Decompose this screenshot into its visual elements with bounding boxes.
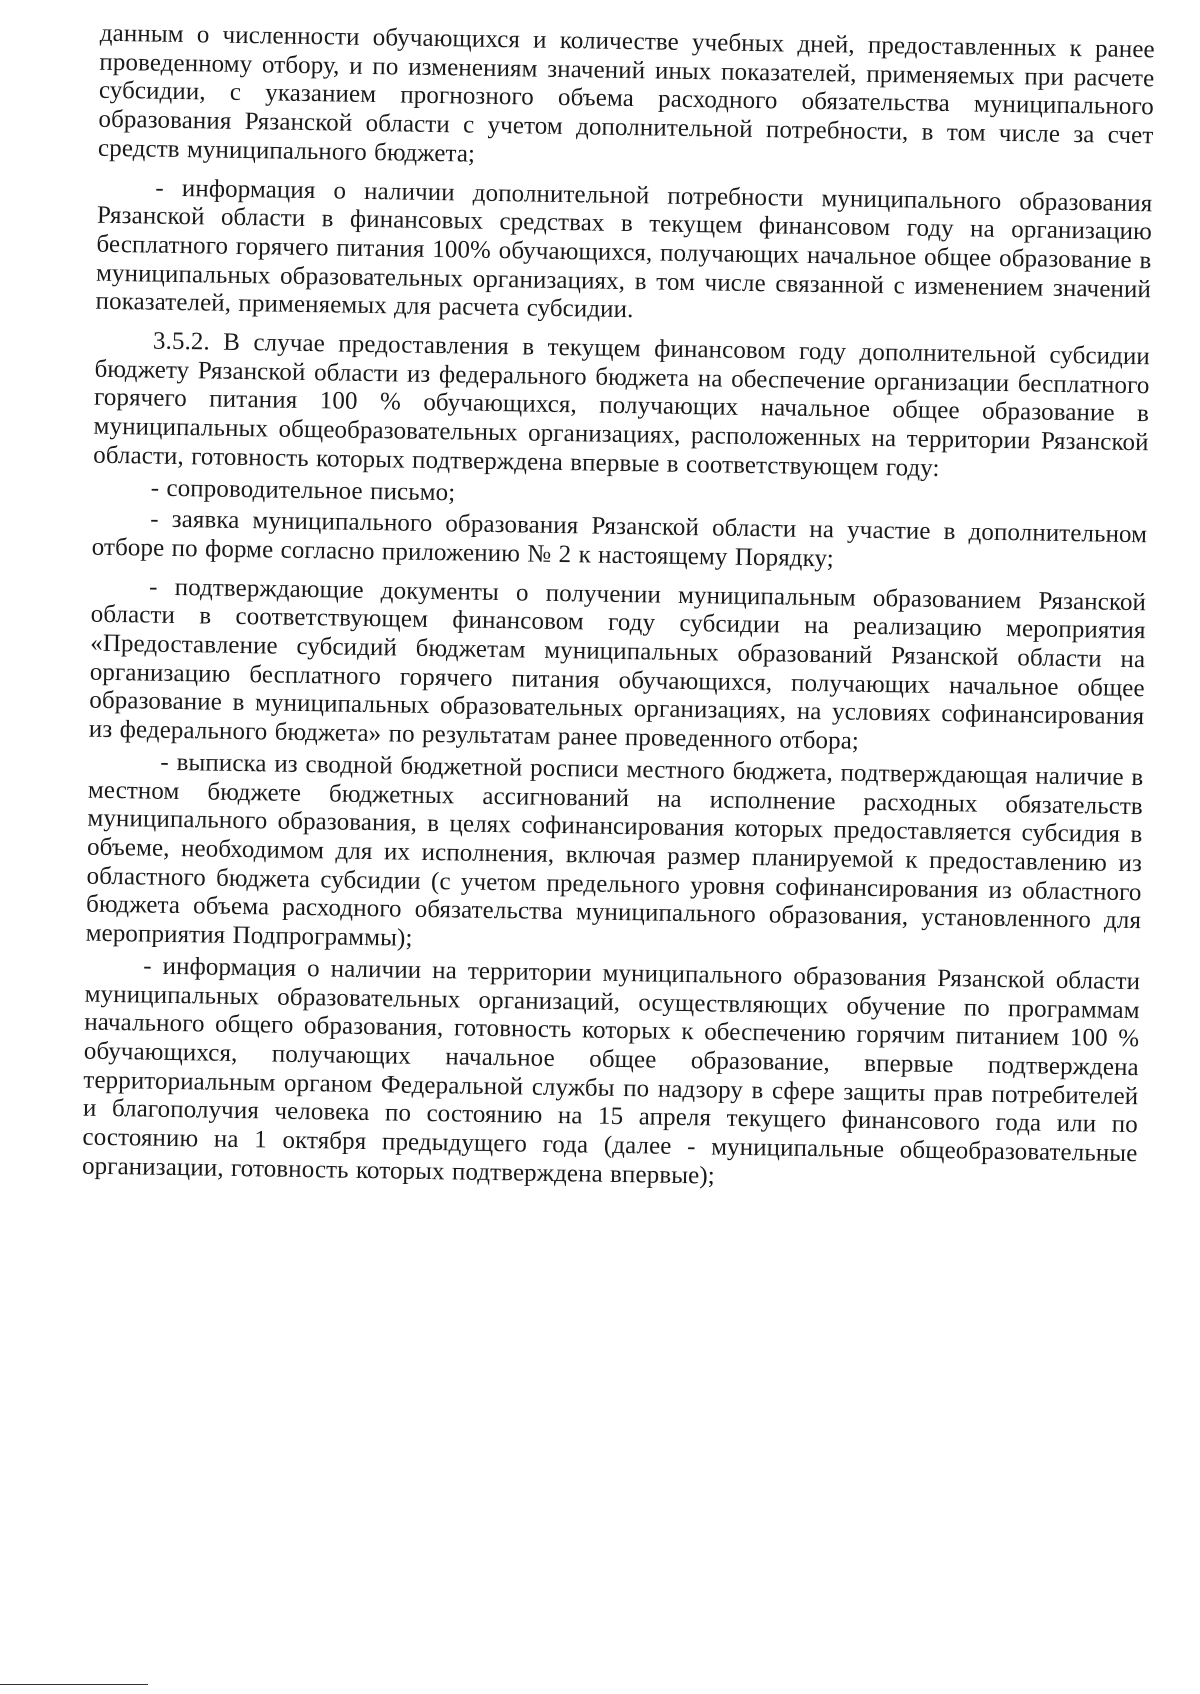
paragraph-section-3-5-2: 3.5.2. В случае предоставления в текущем финансовом году дополнительной субсидии бюджету Рязанской области из федерального бюджета на обеспечение организации бесплатного горячего питания 100 % обучающихся, получающих начальное общее образование в муниципальных общеобразовательных организациях, расположенных на территории Рязанской области, готовность которых подтверждена впервые в соответствующем году:: [93, 327, 1151, 482]
paragraph-continuation: данным о численности обучающихся и количестве учебных дней, предоставленных к ранее проведенному отбору, и по изменениям значений иных показателей, применяемых при расчете субсидии, с указанием прогнозного объема расходного обязательства муниципального образования Рязанской области с учетом дополнительной потребности, в том числе за счет средств муниципального бюджета;: [97, 19, 1155, 168]
paragraph-application: - заявка муниципального образования Рязанской области на участие в дополнительном отборе по форме согласно приложению № 2 к настоящему Порядку;: [91, 505, 1148, 573]
scanned-text-block: [82, 20, 1155, 1208]
paragraph-budget-extract: - выписка из сводной бюджетной росписи местного бюджета, подтверждающая наличие в местном бюджете бюджетных ассигнований на исполнение расходных обязательств муниципального образования, в целях софинансирования которых предоставляется субсидия в объеме, необходимом для их исполнения, включая размер планируемой к предоставлению из областного бюджета субсидии (с учетом предельного уровня софинансирования из областного бюджета объема расходного обязательства муниципального образования, установленного для мероприятия Подпрограммы);: [85, 748, 1144, 952]
paragraph-supporting-documents: - подтверждающие документы о получении муниципальным образованием Рязанской области в соответствующем финансовом году субсидии на реализацию мероприятия «Предоставление субсидий бюджетам муниципальных образований Рязанской области на организацию бесплатного горячего питания обучающихся, получающих начальное общее образование в муниципальных образовательных организациях, на условиях софинансирования из федерального бюджета» по результатам ранее проведенного отбора;: [88, 573, 1147, 755]
paragraph-cover-letter: - сопроводительное письмо;: [150, 474, 456, 506]
paragraph-additional-need-info: - информация о наличии дополнительной потребности муниципального образования Рязанской области в финансовых средствах в текущем финансовом году на организацию бесплатного горячего питания 100% обучающихся, получающих начальное общее образование в муниципальных образовательных организациях, в том числе связанной с изменением значений показателей, применяемых для расчета субсидии.: [95, 174, 1153, 324]
paragraph-organizations-info: - информация о наличии на территории муниципального образования Рязанской области муниципальных образовательных организаций, осуществляющих обучение по программам начального общего образования, готовность которых к обеспечению горячим питанием 100 % обучающихся, получающих начальное общее образование, впервые подтверждена территориальным органом Федеральной службы по надзору в сфере защиты прав потребителей и благополучия человека по состоянию на 15 апреля текущего финансового года или по состоянию на 1 октября предыдущего года (далее - муниципальные общеобразовательные организации, готовность которых подтверждена впервые);: [81, 952, 1141, 1190]
footer-rule: [0, 1684, 148, 1685]
